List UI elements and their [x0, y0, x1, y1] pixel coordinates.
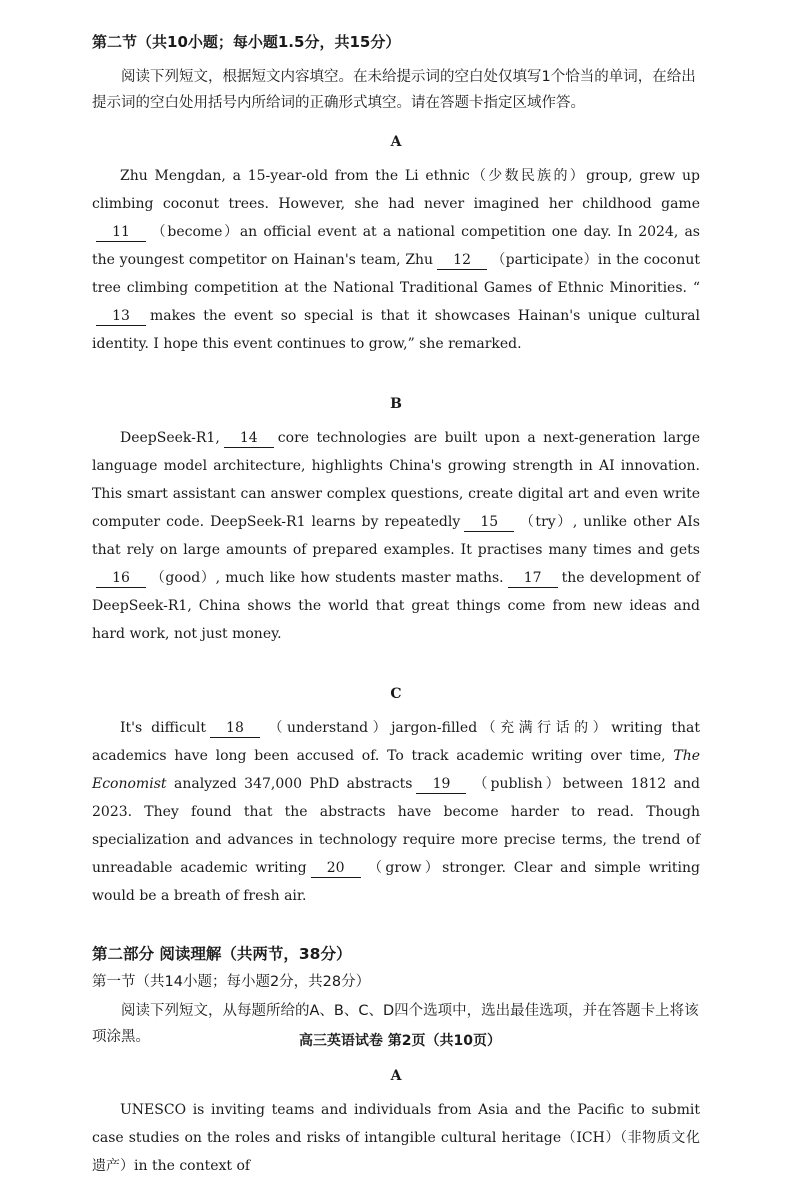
passage-text: DeepSeek-R1,	[120, 430, 220, 446]
blank-15: 15	[464, 513, 514, 532]
passage-text: （good）, much like how students master maths.	[150, 570, 504, 586]
passage-c-text	[92, 714, 700, 910]
reading-passage-a-text: UNESCO is inviting teams and individuals from Asia and the Pacific to submit case studies on the roles and risks of intangible cultural heritage（ICH）（非物质文化遗产）in the context of	[92, 1102, 700, 1174]
passage-text: （participate）in the coconut tree climbing competition at the National Traditional Games of Ethnic Minorities. “	[92, 252, 700, 296]
passage-b-text	[92, 424, 700, 648]
part-two-instruction: 阅读下列短文，从每题所给的A、B、C、D四个选项中，选出最佳选项，并在答题卡上将该项涂黑。	[92, 1003, 699, 1045]
passage-text: the development of DeepSeek-R1, China shows the world that great things come from new ideas and hard work, not just money.	[92, 570, 700, 642]
blank-19: 19	[416, 775, 466, 794]
passage-c-letter: C	[390, 686, 402, 702]
passage-text: analyzed 347,000 PhD abstracts	[173, 776, 413, 792]
passage-text: （understand）jargon-filled（充满行话的）writing that academics have long been accused of. To track academic writing over time,	[92, 720, 700, 764]
reading-passage-a-letter: A	[390, 1068, 402, 1084]
blank-12: 12	[437, 251, 487, 270]
blank-14: 14	[224, 429, 274, 448]
part-two-header: 第二部分 阅读理解（共两节，38分）	[92, 945, 352, 963]
passage-text: （try）, unlike other AIs that rely on large amounts of prepared examples. It practises many times and gets	[92, 514, 700, 558]
blank-17: 17	[508, 569, 558, 588]
section-two-instruction: 阅读下列短文，根据短文内容填空。在未给提示词的空白处仅填写1个恰当的单词，在给出提示词的空白处用括号内所给词的正确形式填空。请在答题卡指定区域作答。	[92, 69, 696, 111]
publication-title: The Economist	[92, 748, 701, 792]
blank-13: 13	[96, 307, 146, 326]
part-two-subheader: 第一节（共14小题；每小题2分，共28分）	[92, 974, 371, 990]
passage-a-text	[92, 162, 700, 358]
passage-text: （publish）between 1812 and 2023. They found that the abstracts have become harder to read. Though specialization and advances in technology require more precise terms, the trend of unreadable academic writing	[92, 776, 701, 876]
passage-text: core technologies are built upon a next-generation large language model architecture, highlights China's growing strength in AI innovation. This smart assistant can answer complex questions, create digital art and even write computer code. DeepSeek-R1 learns by repeatedly	[92, 430, 700, 530]
section-two-header: 第二节（共10小题；每小题1.5分，共15分）	[92, 33, 401, 51]
page-footer: 高三英语试卷 第2页（共10页）	[298, 1033, 502, 1049]
passage-text: （become）an official event at a national competition one day. In 2024, as the youngest competitor on Hainan's team, Zhu	[92, 224, 700, 268]
blank-18: 18	[210, 719, 260, 738]
passage-b-letter: B	[390, 396, 402, 412]
blank-11: 11	[96, 223, 146, 242]
passage-text: It's difficult	[120, 720, 206, 736]
passage-text: （grow）stronger. Clear and simple writing would be a breath of fresh air.	[92, 860, 700, 904]
blank-20: 20	[311, 859, 361, 878]
blank-16: 16	[96, 569, 146, 588]
passage-text: makes the event so special is that it showcases Hainan's unique cultural identity. I hope this event continues to grow,” she remarked.	[92, 308, 700, 352]
passage-a-letter: A	[390, 134, 402, 150]
passage-text: Zhu Mengdan, a 15-year-old from the Li ethnic（少数民族的）group, grew up climbing coconut trees. However, she had never imagined her childhood game	[92, 168, 700, 212]
